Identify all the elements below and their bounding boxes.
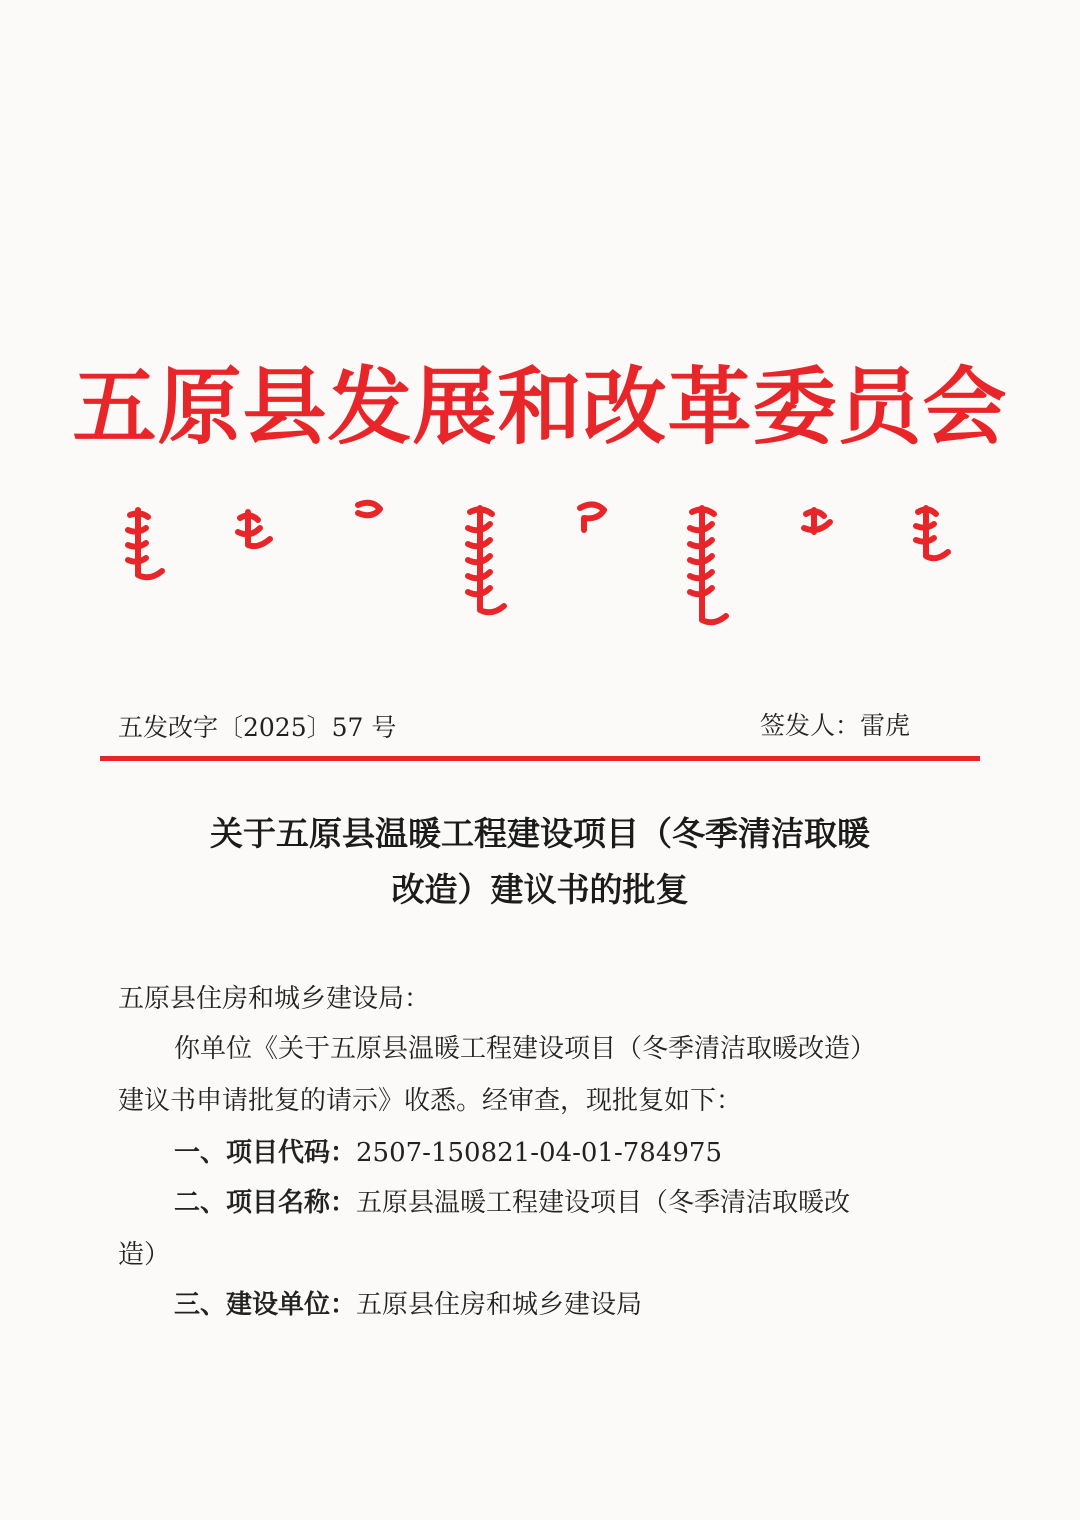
item-project-code — [174, 1132, 1014, 1169]
item-construction-unit-value: 五原县住房和城乡建设局 — [356, 1290, 643, 1320]
item-project-name-label: 二、项目名称： — [174, 1188, 357, 1218]
item-construction-unit — [174, 1284, 1014, 1321]
document-title — [100, 806, 980, 918]
item-project-name-continuation: 造） — [118, 1240, 171, 1270]
paragraph1-line1: 你单位《关于五原县温暖工程建设项目（冬季清洁取暖改造） — [174, 1034, 877, 1064]
addressee: 五原县住房和城乡建设局： — [118, 984, 431, 1014]
item-project-code-label: 一、项目代码： — [174, 1138, 357, 1168]
document-number: 五发改字〔2025〕57 号 — [118, 713, 397, 742]
item-project-code-value: 2507-150821-04-01-784975 — [356, 1138, 722, 1168]
document-title-line2: 改造）建议书的批复 — [391, 870, 689, 909]
signer-label: 签发人：雷虎 — [760, 711, 911, 740]
item-project-name-value: 五原县温暖工程建设项目（冬季清洁取暖改 — [356, 1188, 851, 1218]
agency-letterhead-title: 五原县发展和改革委员会 — [72, 357, 1008, 456]
paragraph1-line2: 建议书申请批复的请示》收悉。经审查，现批复如下： — [118, 1086, 743, 1116]
red-divider-line — [100, 756, 980, 761]
mongolian-script-letterhead — [100, 490, 980, 640]
item-project-name — [174, 1182, 1014, 1219]
mongolian-script-graphic — [100, 490, 980, 640]
document-title-line1: 关于五原县温暖工程建设项目（冬季清洁取暖 — [210, 814, 870, 853]
item-construction-unit-label: 三、建设单位： — [174, 1290, 357, 1320]
